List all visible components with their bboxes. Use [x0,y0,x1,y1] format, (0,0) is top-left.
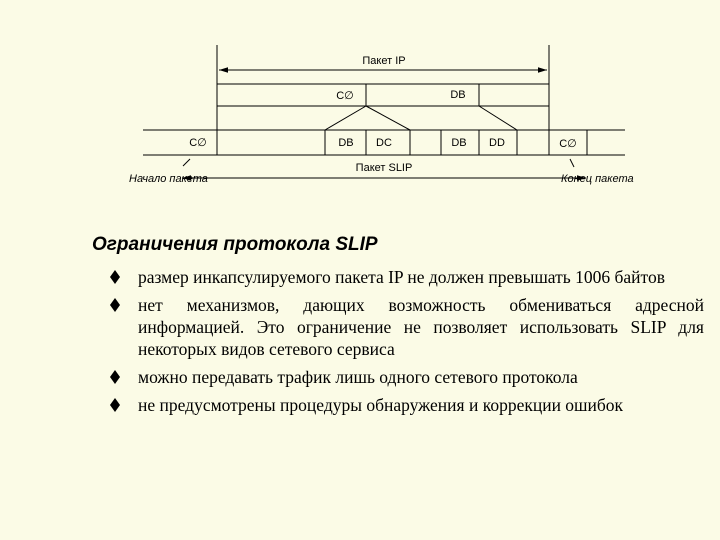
end-pointer [570,159,574,167]
diamond-bullet-icon [110,298,120,312]
list-item-text: можно передавать трафик лишь одного сетевого протокола [138,367,578,387]
packet-start-label: Начало пакета [129,173,208,185]
slip-cell-db-2: DB [451,137,467,149]
slip-cell-c0-end: C∅ [559,138,577,150]
ip-cell-c0: C∅ [336,90,354,102]
slip-cell-dd: DD [489,137,505,149]
slip-packet-diagram [0,0,720,210]
list-item [108,394,704,416]
limitations-list [108,266,704,422]
slip-cell-c0-start: C∅ [189,137,207,149]
diamond-bullet-icon [110,398,120,412]
slip-cell-db-1: DB [338,137,354,149]
ip-packet-label: Пакет IP [362,55,406,67]
list-item-text: не предусмотрены процедуры обнаружения и коррекции ошибок [138,395,624,415]
list-item-text: размер инкапсулируемого пакета IP не должен превышать 1006 байтов [138,267,665,287]
slip-packet-label: Пакет SLIP [355,162,413,174]
diamond-bullet-icon [110,370,120,384]
connector-2 [366,106,410,130]
list-item-text: нет механизмов, дающих возможность обмениваться адресной информацией. Это ограничение не позволяет использовать SLIP для некоторых видов сетевого сервиса [138,295,704,359]
list-item [108,294,704,360]
section-heading: Ограничения протокола SLIP [92,234,378,255]
diamond-bullet-icon [110,270,120,284]
list-item [108,366,704,388]
start-pointer [183,159,190,166]
packet-end-label: Конец пакета [561,173,634,185]
connector-1 [325,106,366,130]
list-item [108,266,704,288]
connector-3 [479,106,517,130]
ip-cell-db: DB [450,89,466,101]
slip-cell-dc: DC [376,137,392,149]
